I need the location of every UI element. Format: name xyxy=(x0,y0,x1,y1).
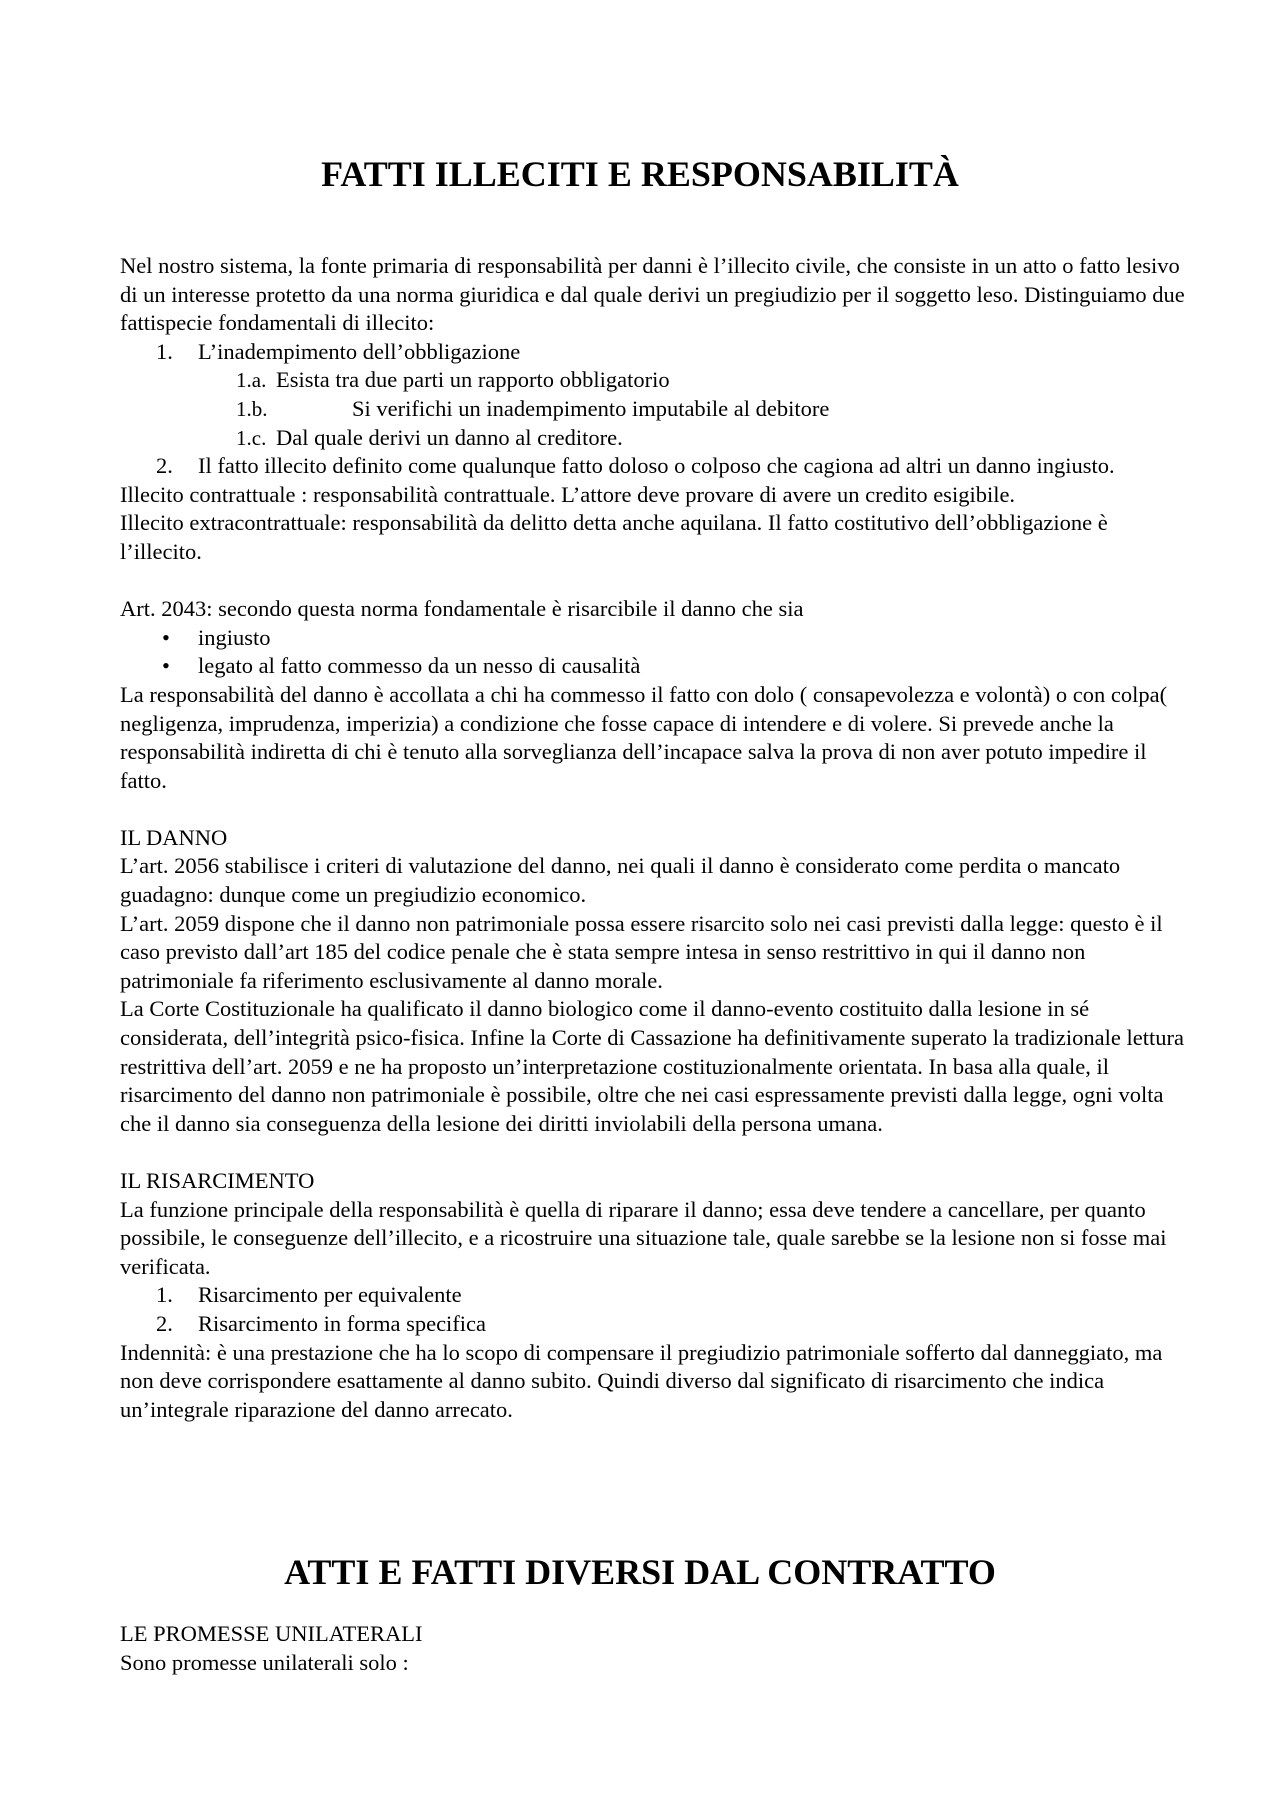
bullet-icon: • xyxy=(162,653,170,679)
sublist-number: 1.c. xyxy=(236,425,267,450)
promesse-paragraph: Sono promesse unilaterali solo : xyxy=(120,1649,409,1675)
sublist-text: Dal quale derivi un danno al creditore. xyxy=(276,424,623,450)
sublist-item xyxy=(120,395,1185,424)
intro-paragraph: Nel nostro sistema, la fonte primaria di responsabilità per danni è l’illecito civile, che consiste in un atto o fatto lesivo di un interesse protetto da una norma giuridica e dal quale derivi un pregiudizio per il soggetto leso. Distinguiamo due fattispecie fondamentali di illecito: xyxy=(120,253,1185,336)
indennita-paragraph: Indennità: è una prestazione che ha lo scopo di compensare il pregiudizio patrimoniale sofferto dal danneggiato, ma non deve corrispondere esattamente al danno subito. Quindi diverso dal significato di risarcimento che indica un’integrale riparazione del danno arrecato. xyxy=(120,1339,1163,1422)
list-number: 1. xyxy=(156,338,173,364)
corte-paragraph: La Corte Costituzionale ha qualificato il danno biologico come il danno-evento costituito dalla lesione in sé considerata, dell’integrità psico-fisica. Infine la Corte di Cassazione ha definitivamente superato la tradizionale lettura restrittiva dell’art. 2059 e ne ha proposto un’interpretazione costituzionalmente orientata. In basa alla quale, il risarcimento del danno non patrimoniale è possibile, oltre che nei casi espressamente previsti dalla legge, ogni volta che il danno sia conseguenza della lesione dei diritti inviolabili della persona umana. xyxy=(120,996,1184,1136)
section-heading-danno: IL DANNO xyxy=(120,824,228,850)
spacer xyxy=(120,795,1185,824)
list-text: Risarcimento per equivalente xyxy=(198,1282,462,1308)
list-item xyxy=(120,452,1185,481)
list-text: Il fatto illecito definito come qualunque fatto doloso o colposo che cagiona ad altri un danno ingiusto. xyxy=(198,453,1115,479)
list-item xyxy=(120,1281,1185,1310)
sublist-text: Esista tra due parti un rapporto obbligatorio xyxy=(276,367,670,393)
list-item xyxy=(120,1310,1185,1339)
sublist-item xyxy=(120,366,1185,395)
illecito-contrattuale-paragraph: Illecito contrattuale : responsabilità contrattuale. L’attore deve provare di avere un credito esigibile. xyxy=(120,481,1016,507)
list-item xyxy=(120,338,1185,367)
art-2056-paragraph: L’art. 2056 stabilisce i criteri di valutazione del danno, nei quali il danno è considerato come perdita o mancato guadagno: dunque come un pregiudizio economico. xyxy=(120,853,1121,908)
sublist-number: 1.b. xyxy=(236,396,268,421)
page-title: FATTI ILLECITI E RESPONSABILITÀ xyxy=(321,154,959,194)
list-text: L’inadempimento dell’obbligazione xyxy=(198,338,521,364)
sublist-item xyxy=(120,424,1185,453)
sublist-number: 1.a. xyxy=(236,368,267,393)
list-number: 1. xyxy=(156,1282,173,1308)
section-title: ATTI E FATTI DIVERSI DAL CONTRATTO xyxy=(284,1552,996,1592)
art-2059-paragraph: L’art. 2059 dispone che il danno non patrimoniale possa essere risarcito solo nei casi previsti dalla legge: questo è il caso previsto dall’art 185 del codice penale che è stata sempre intesa in senso restrittivo in qui il danno non patrimoniale fa riferimento esclusivamente al danno morale. xyxy=(120,910,1163,993)
list-number: 2. xyxy=(156,453,173,479)
illecito-extracontrattuale-paragraph: Illecito extracontrattuale: responsabilità da delitto detta anche aquilana. Il fatto costitutivo dell’obbligazione è l’illecito. xyxy=(120,510,1108,564)
list-text: Risarcimento in forma specifica xyxy=(198,1310,487,1336)
responsabilita-paragraph: La responsabilità del danno è accollata a chi ha commesso il fatto con dolo ( consapevolezza e volontà) o con colpa( negligenza, imprudenza, imperizia) a condizione che fosse capace di intendere e di volere. Si prevede anche la responsabilità indiretta di chi è tenuto alla sorveglianza dell’incapace salva la prova di non aver potuto impedire il fatto. xyxy=(120,681,1168,793)
bullet-item xyxy=(120,624,1185,653)
bullet-text: ingiusto xyxy=(198,624,271,650)
bullet-icon: • xyxy=(162,624,170,650)
bullet-item xyxy=(120,652,1185,681)
sublist-text: Si verifichi un inadempimento imputabile al debitore xyxy=(352,395,830,421)
section-heading-risarcimento: IL RISARCIMENTO xyxy=(120,1168,315,1193)
spacer xyxy=(120,567,1185,596)
document-body xyxy=(120,252,1185,1424)
list-number: 2. xyxy=(156,1310,173,1336)
art-2043-paragraph: Art. 2043: secondo questa norma fondamentale è risarcibile il danno che sia xyxy=(120,596,804,622)
section-heading-promesse: LE PROMESSE UNILATERALI xyxy=(120,1621,423,1646)
document-body-continued xyxy=(120,1620,1185,1677)
bullet-text: legato al fatto commesso da un nesso di causalità xyxy=(198,653,641,679)
funzione-paragraph: La funzione principale della responsabilità è quella di riparare il danno; essa deve tendere a cancellare, per quanto possibile, le conseguenze dell’illecito, e a ricostruire una situazione tale, quale sarebbe se la lesione non si fosse mai verificata. xyxy=(120,1196,1167,1279)
spacer xyxy=(120,1138,1185,1167)
